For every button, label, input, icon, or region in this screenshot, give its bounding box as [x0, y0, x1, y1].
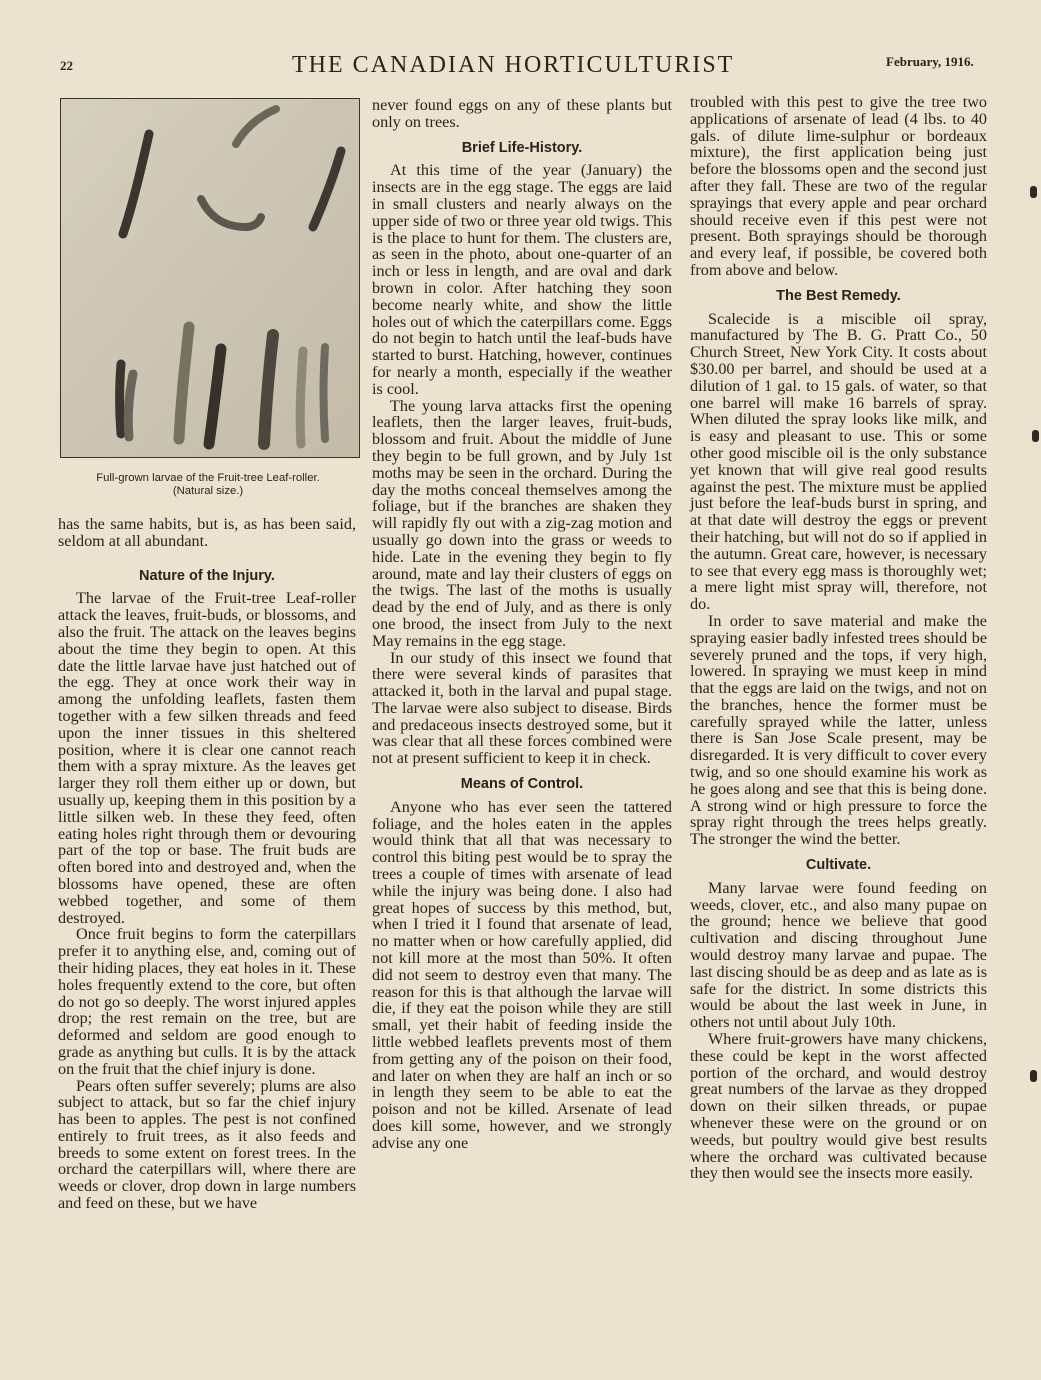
- page-edge-mark: [1030, 1070, 1037, 1082]
- issue-date: February, 1916.: [886, 54, 974, 69]
- paragraph: Pears often suffer severely; plums are also subject to attack, but so far the chief injury has been to apples. The pest is not confined entirely to fruit trees, as it also feeds and breeds to some extent on forest trees. In the orchard the caterpillars will, where there are weeds or clover, drop down in large numbers and feed on these, but we have: [58, 1076, 356, 1213]
- caption-line-2: (Natural size.): [172, 485, 244, 497]
- page-number: 22: [60, 58, 73, 73]
- paragraph: The young larva attacks first the opening leaflets, then the larger leaves, fruit-buds, blossom and fruit. About the middle of June they begin to be full grown, and by July 1st moths may be seen in the orchard. During the day the moths conceal themselves among the foliage, but if the branches are shaken they will rapidly fly out with a zig-zag motion and usually go down into the grass or weeds to hide. Late in the evening they begin to fly around, mate and lay their clusters of eggs on the twigs. The last of the moths is usually dead by the end of July, and as there is only one brood, the insect from July to the next May remains in the egg stage.: [372, 396, 672, 650]
- page-edge-mark: [1032, 430, 1039, 442]
- text-column-2: [372, 97, 672, 1152]
- page-header: [0, 50, 1041, 84]
- paragraph: Where fruit-growers have many chickens, these could be kept in the worst affected portion of the orchard, and would destroy great numbers of the larvae as they dropped down on their silken threads, or pupae whenever these were on the ground or on weeds, but poultry would give best results where the orchard was cultivated because they then would see the insects more easily.: [690, 1030, 987, 1183]
- section-heading-life-history: Brief Life-History.: [461, 139, 583, 156]
- caption-line-1: Full-grown larvae of the Fruit-tree Leaf-roller.: [96, 472, 320, 484]
- paragraph: never found eggs on any of these plants but only on trees.: [372, 96, 672, 131]
- section-heading-injury: Nature of the Injury.: [139, 567, 275, 584]
- paragraph: In order to save material and make the spraying easier badly infested trees should be severely pruned and the tops, if very high, lowered. In spraying we must keep in mind that the eggs are laid on the twigs, and not on the branches, hence the former must be carefully sprayed while the latter, unless there is San Jose Scale present, may be disregarded. It is very difficult to cover every twig, and so one should examine his work as he goes along and see that this is being done. A strong wind or high pressure to force the spray right through the trees helps greatly. The stronger the wind the better.: [690, 611, 987, 849]
- paragraph: Once fruit begins to form the caterpillars prefer it to anything else, and, coming out of their hiding places, they eat holes in it. These holes frequently extend to the core, but often do not go so deeply. The worst injured apples drop; the rest remain on the tree, but are deformed and seldom are good enough to grade as anything but culls. It is by the attack on the fruit that the chief injury is done.: [58, 925, 356, 1078]
- paragraph: Many larvae were found feeding on weeds, clover, etc., and also many pupae on the ground; hence we believe that good cultivation and discing throughout June would destroy many larvae and pupae. The last discing should be as deep and as late as is safe for the district. In some districts this would be about the last week in June, in others not until about July 10th.: [690, 878, 987, 1032]
- section-heading-cultivate: Cultivate.: [805, 857, 872, 874]
- figure-caption: [58, 472, 358, 498]
- paragraph: Scalecide is a miscible oil spray, manufactured by The B. G. Pratt Co., 50 Church Street, New York City. It costs about $30.00 per barrel, and should be used at a dilution of 1 gal. to 15 gals. of water, so that one barrel will make 16 barrels of spray. When diluted the spray looks like milk, and is easy and pleasant to use. This or some other good miscible oil is the only substance yet known that will give real good results against the pest. The mixture must be applied just before the leaf-buds burst in spring, and at that date will destroy the eggs or prevent their hatching, but will not do so if applied in the autumn. Great care, however, is necessary to see that every egg mass is thoroughly wet; a mere light mist spray will, therefore, not do.: [690, 309, 987, 614]
- section-heading-remedy: The Best Remedy.: [776, 287, 901, 304]
- larvae-photograph: [60, 98, 360, 458]
- paragraph: troubled with this pest to give the tree two applications of arsenate of lead (4 lbs. to 40 gals. of dilute lime-sulphur or bordeaux mixture), the first application being just before the blossoms open and the second just after they fall. These are two of the regular sprayings that every apple and pear orchard should receive even if this pest were not present. Both sprayings should be thorough and every leaf, if possible, be covered both from above and below.: [690, 93, 987, 279]
- larvae-photo-image: [61, 99, 359, 457]
- paragraph: has the same habits, but is, as has been said, seldom at all abundant.: [58, 515, 356, 550]
- page-edge-mark: [1030, 186, 1037, 198]
- paragraph: The larvae of the Fruit-tree Leaf-roller attack the leaves, fruit-buds, or blossoms, and also the fruit. The attack on the leaves begins about the time they begin to open. At this date the little larvae have just hatched out of the egg. They at once work their way in among the unfolding leaflets, fasten them together with a few silken threads and feed upon the inner tissues in this sheltered position, where it is clear one cannot reach them with a spray mixture. As the leaves get larger they roll them either up or down, but usually up, keeping them in this position by a little silken web. In these they feed, often eating holes right through them or devouring part of the top or base. The fruit buds are often bored into and destroyed and, when the blossoms have opened, these are often webbed together, and some of them destroyed.: [58, 589, 356, 927]
- paragraph: In our study of this insect we found that there were several kinds of parasites that attacked it, both in the larval and pupal stage. The larvae were also subject to disease. Birds and predaceous insects destroyed some, but it was clear that all these forces combined were not at present sufficient to keep it in check.: [372, 648, 672, 768]
- section-heading-control: Means of Control.: [460, 776, 584, 793]
- journal-title: THE CANADIAN HORTICULTURIST: [292, 52, 735, 78]
- paragraph: At this time of the year (January) the insects are in the egg stage. The eggs are laid in small clusters and nearly always on the upper side of two or three year old twigs. This is the place to hunt for them. The clusters are, as seen in the photo, about one-quarter of an inch or less in length, and are oval and dark brown in color. After hatching they soon become nearly white, and show the little holes out of which the caterpillars come. Eggs do not begin to hatch until the leaf-buds have started to burst. Hatching, however, continues for nearly a month, especially if the weather is cool.: [372, 161, 672, 398]
- paragraph: Anyone who has ever seen the tattered foliage, and the holes eaten in the apples would think that all that was necessary to control this biting pest would be to spray the trees a couple of times with arsenate of lead while the injury was being done. I also had great hopes of success by this method, but, when I tried it I found that arsenate of lead, no matter when or how carefully applied, did not kill more at the most than 50%. It often did not seem to destroy even that many. The reason for this is that although the larvae will die, if they eat the poison while they are still small, yet their habit of feeding inside the little webbed leaflets prevents most of them from getting any of the poison on their food, and later on when they are half an inch or so in length they seem to be able to eat the poison and not be killed. Arsenate of lead does kill some, however, and we strongly advise any one: [372, 797, 672, 1152]
- text-column-1: [58, 516, 356, 1212]
- text-column-3: [690, 94, 987, 1182]
